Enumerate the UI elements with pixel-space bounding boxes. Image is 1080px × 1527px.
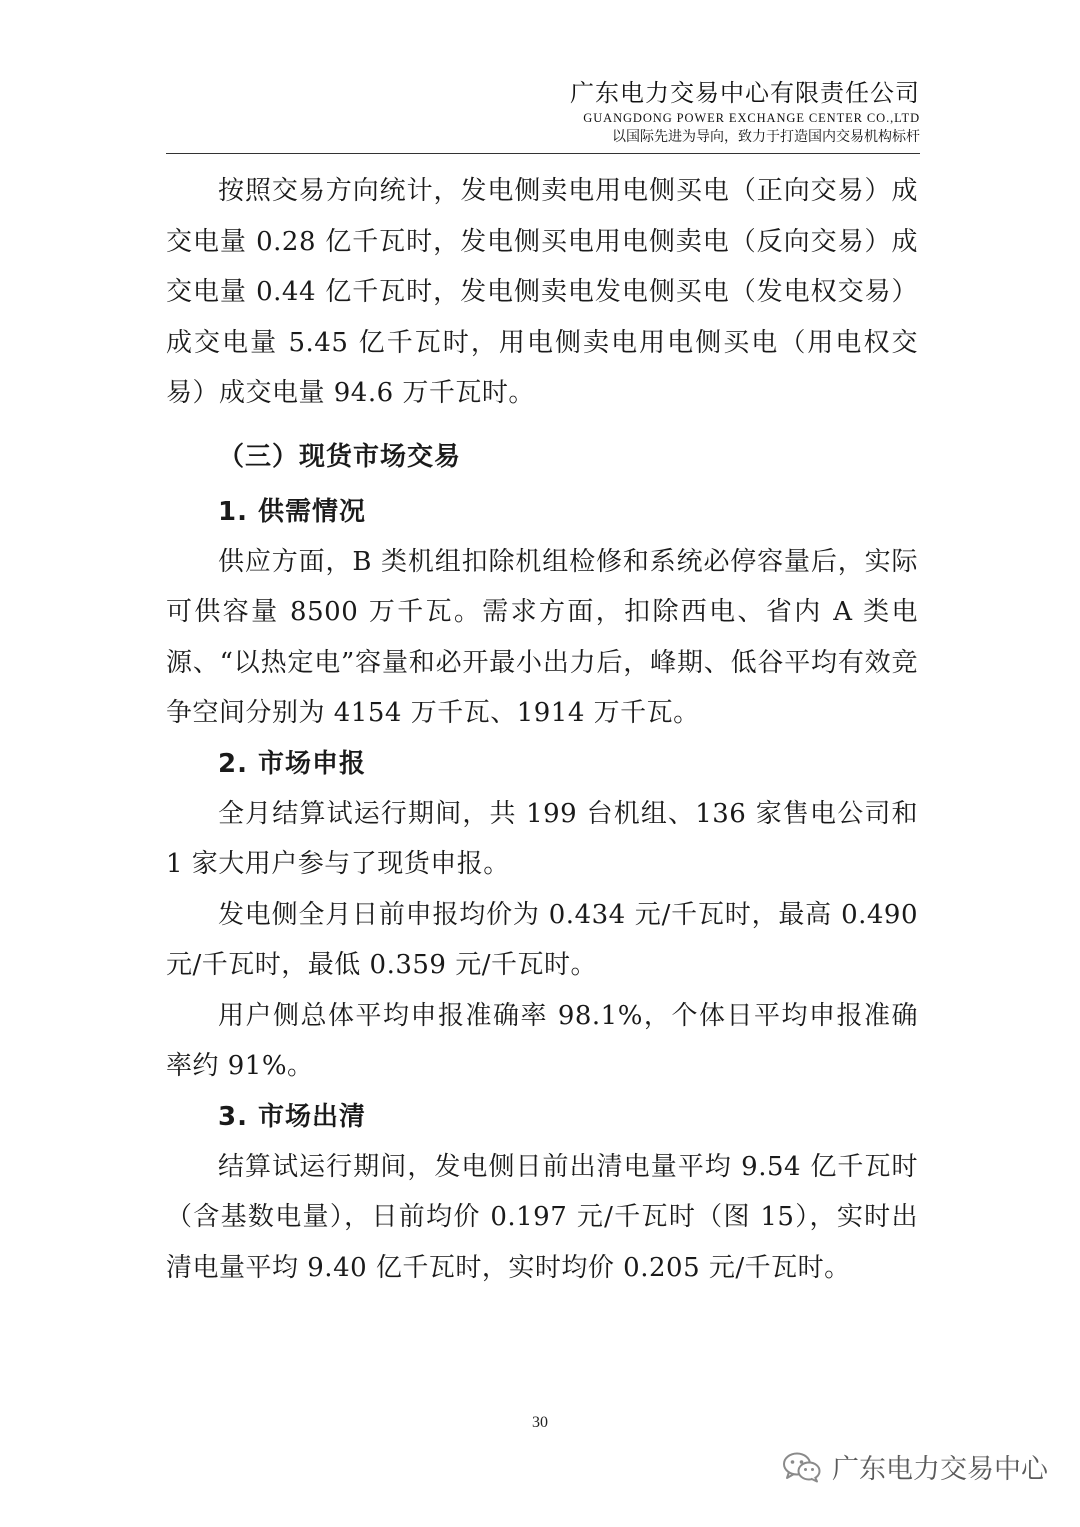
page-number: 30 <box>532 1414 548 1431</box>
paragraph-declaration-accuracy: 用户侧总体平均申报准确率 98.1%，个体日平均申报准确率约 91%。 <box>166 1000 918 1081</box>
watermark-text: 广东电力交易中心 <box>832 1454 1048 1485</box>
document-body <box>166 166 918 1293</box>
paragraph-supply-demand: 供应方面，B 类机组扣除机组检修和系统必停容量后，实际可供容量 8500 万千瓦。需求方面，扣除西电、省内 A 类电源、“以热定电”容量和必开最小出力后，峰期、低谷平均有效竞争空间分别为 4154 万千瓦、1914 万千瓦。 <box>166 546 918 728</box>
wechat-icon <box>782 1451 822 1483</box>
subsection-title-supply-demand: 1. 供需情况 <box>218 496 367 527</box>
paragraph-declaration-generation-price: 发电侧全月日前申报均价为 0.434 元/千瓦时，最高 0.490 元/千瓦时，最低 0.359 元/千瓦时。 <box>166 899 918 980</box>
section-title-spot-market: （三）现货市场交易 <box>218 441 462 472</box>
paragraph-declaration-participants: 全月结算试运行期间，共 199 台机组、136 家售电公司和 1 家大用户参与了现货申报。 <box>166 798 918 879</box>
wechat-watermark <box>782 1447 1048 1486</box>
subsection-title-market-clearing: 3. 市场出清 <box>218 1101 367 1132</box>
company-name-cn: 广东电力交易中心有限责任公司 <box>570 79 920 107</box>
subsection-title-market-declaration: 2. 市场申报 <box>218 748 367 779</box>
header-divider <box>166 153 920 154</box>
paragraph-trade-direction: 按照交易方向统计，发电侧卖电用电侧买电（正向交易）成交电量 0.28 亿千瓦时，发电侧买电用电侧卖电（反向交易）成交电量 0.44 亿千瓦时，发电侧卖电发电侧买电（发电权交易）成交电量 5.45 亿千瓦时，用电侧卖电用电侧买电（用电权交易）成交电量 94.6 万千瓦时。 <box>166 176 918 408</box>
page-header <box>570 78 920 147</box>
company-name-en: GUANGDONG POWER EXCHANGE CENTER CO.,LTD <box>583 111 920 125</box>
paragraph-market-clearing: 结算试运行期间，发电侧日前出清电量平均 9.54 亿千瓦时（含基数电量），日前均价 0.197 元/千瓦时（图 15），实时出清电量平均 9.40 亿千瓦时，实时均价 0.205 元/千瓦时。 <box>166 1151 918 1283</box>
company-slogan: 以国际先进为导向，致力于打造国内交易机构标杆 <box>612 129 920 145</box>
